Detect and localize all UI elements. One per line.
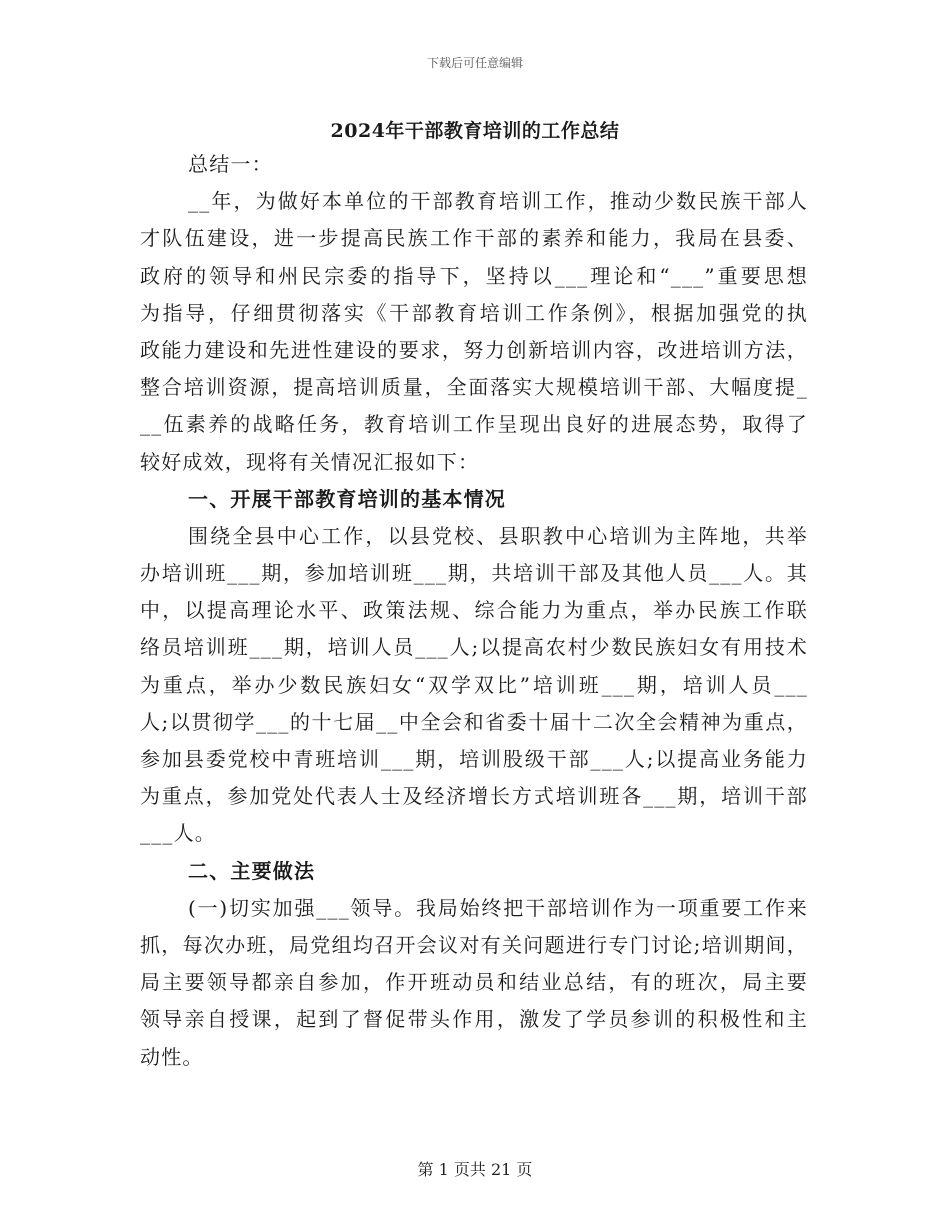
body-text-line: 办培训班___期，参加培训班___期，共培训干部及其他人员___人。其: [140, 561, 808, 586]
body-text-line: 围绕全县中心工作，以县党校、县职教中心培训为主阵地，共举: [188, 523, 808, 548]
body-text-line: 较好成效，现将有关情况汇报如下：: [140, 449, 480, 474]
body-text-line: 抓，每次办班，局党组均召开会议对有关问题进行专门讨论;培训期间，: [140, 932, 808, 957]
page-header-note: 下载后可任意编辑: [426, 56, 523, 70]
body-text-line: 总结一：: [188, 152, 273, 176]
body-text-line: 政能力建设和先进性建设的要求，努力创新培训内容，改进培训方法，: [140, 337, 808, 362]
body-text-line: 整合培训资源，提高培训质量，全面落实大规模培训干部、大幅度提_: [140, 375, 808, 400]
body-text-line: __年，为做好本单位的干部教育培训工作，推动少数民族干部人: [188, 189, 808, 214]
body-text-line: 为重点，举办少数民族妇女“双学双比”培训班___期，培训人员___: [140, 672, 808, 697]
body-text-line: 络员培训班___期，培训人员___人;以提高农村少数民族妇女有用技术: [140, 635, 808, 660]
body-text-line: ___人。: [140, 821, 216, 846]
body-text-line: 为指导，仔细贯彻落实《干部教育培训工作条例》，根据加强党的执: [140, 300, 808, 325]
body-text-line: 领导亲自授课，起到了督促带头作用，激发了学员参训的积极性和主: [140, 1007, 808, 1032]
body-text-line: 参加县委党校中青班培训___期，培训股级干部___人;以提高业务能力: [140, 747, 808, 771]
body-text-line: __伍素养的战略任务，教育培训工作呈现出良好的进展态势，取得了: [140, 412, 808, 437]
section-heading: 二、主要做法: [188, 858, 316, 883]
document-title: 2024年干部教育培训的工作总结: [330, 120, 620, 142]
body-text-line: 才队伍建设，进一步提高民族工作干部的素养和能力，我局在县委、: [140, 226, 808, 251]
body-text-line: 中，以提高理论水平、政策法规、综合能力为重点，举办民族工作联: [140, 598, 808, 623]
body-text-line: 动性。: [140, 1044, 204, 1069]
page-number: 第 1 页共 21 页: [417, 1160, 533, 1179]
body-text-line: 政府的领导和州民宗委的指导下，坚持以___理论和“___”重要思想: [140, 263, 808, 288]
document-body: [140, 146, 808, 1076]
body-text-line: 局主要领导都亲自参加，作开班动员和结业总结，有的班次，局主要: [140, 970, 808, 995]
body-text-line: 人;以贯彻学___的十七届__中全会和省委十届十二次全会精神为重点，: [140, 709, 808, 734]
body-text-line: (一)切实加强___领导。我局始终把干部培训作为一项重要工作来: [188, 895, 808, 920]
section-heading: 一、开展干部教育培训的基本情况: [188, 486, 506, 511]
body-text-line: 为重点，参加党处代表人士及经济增长方式培训班各___期，培训干部: [140, 784, 808, 809]
